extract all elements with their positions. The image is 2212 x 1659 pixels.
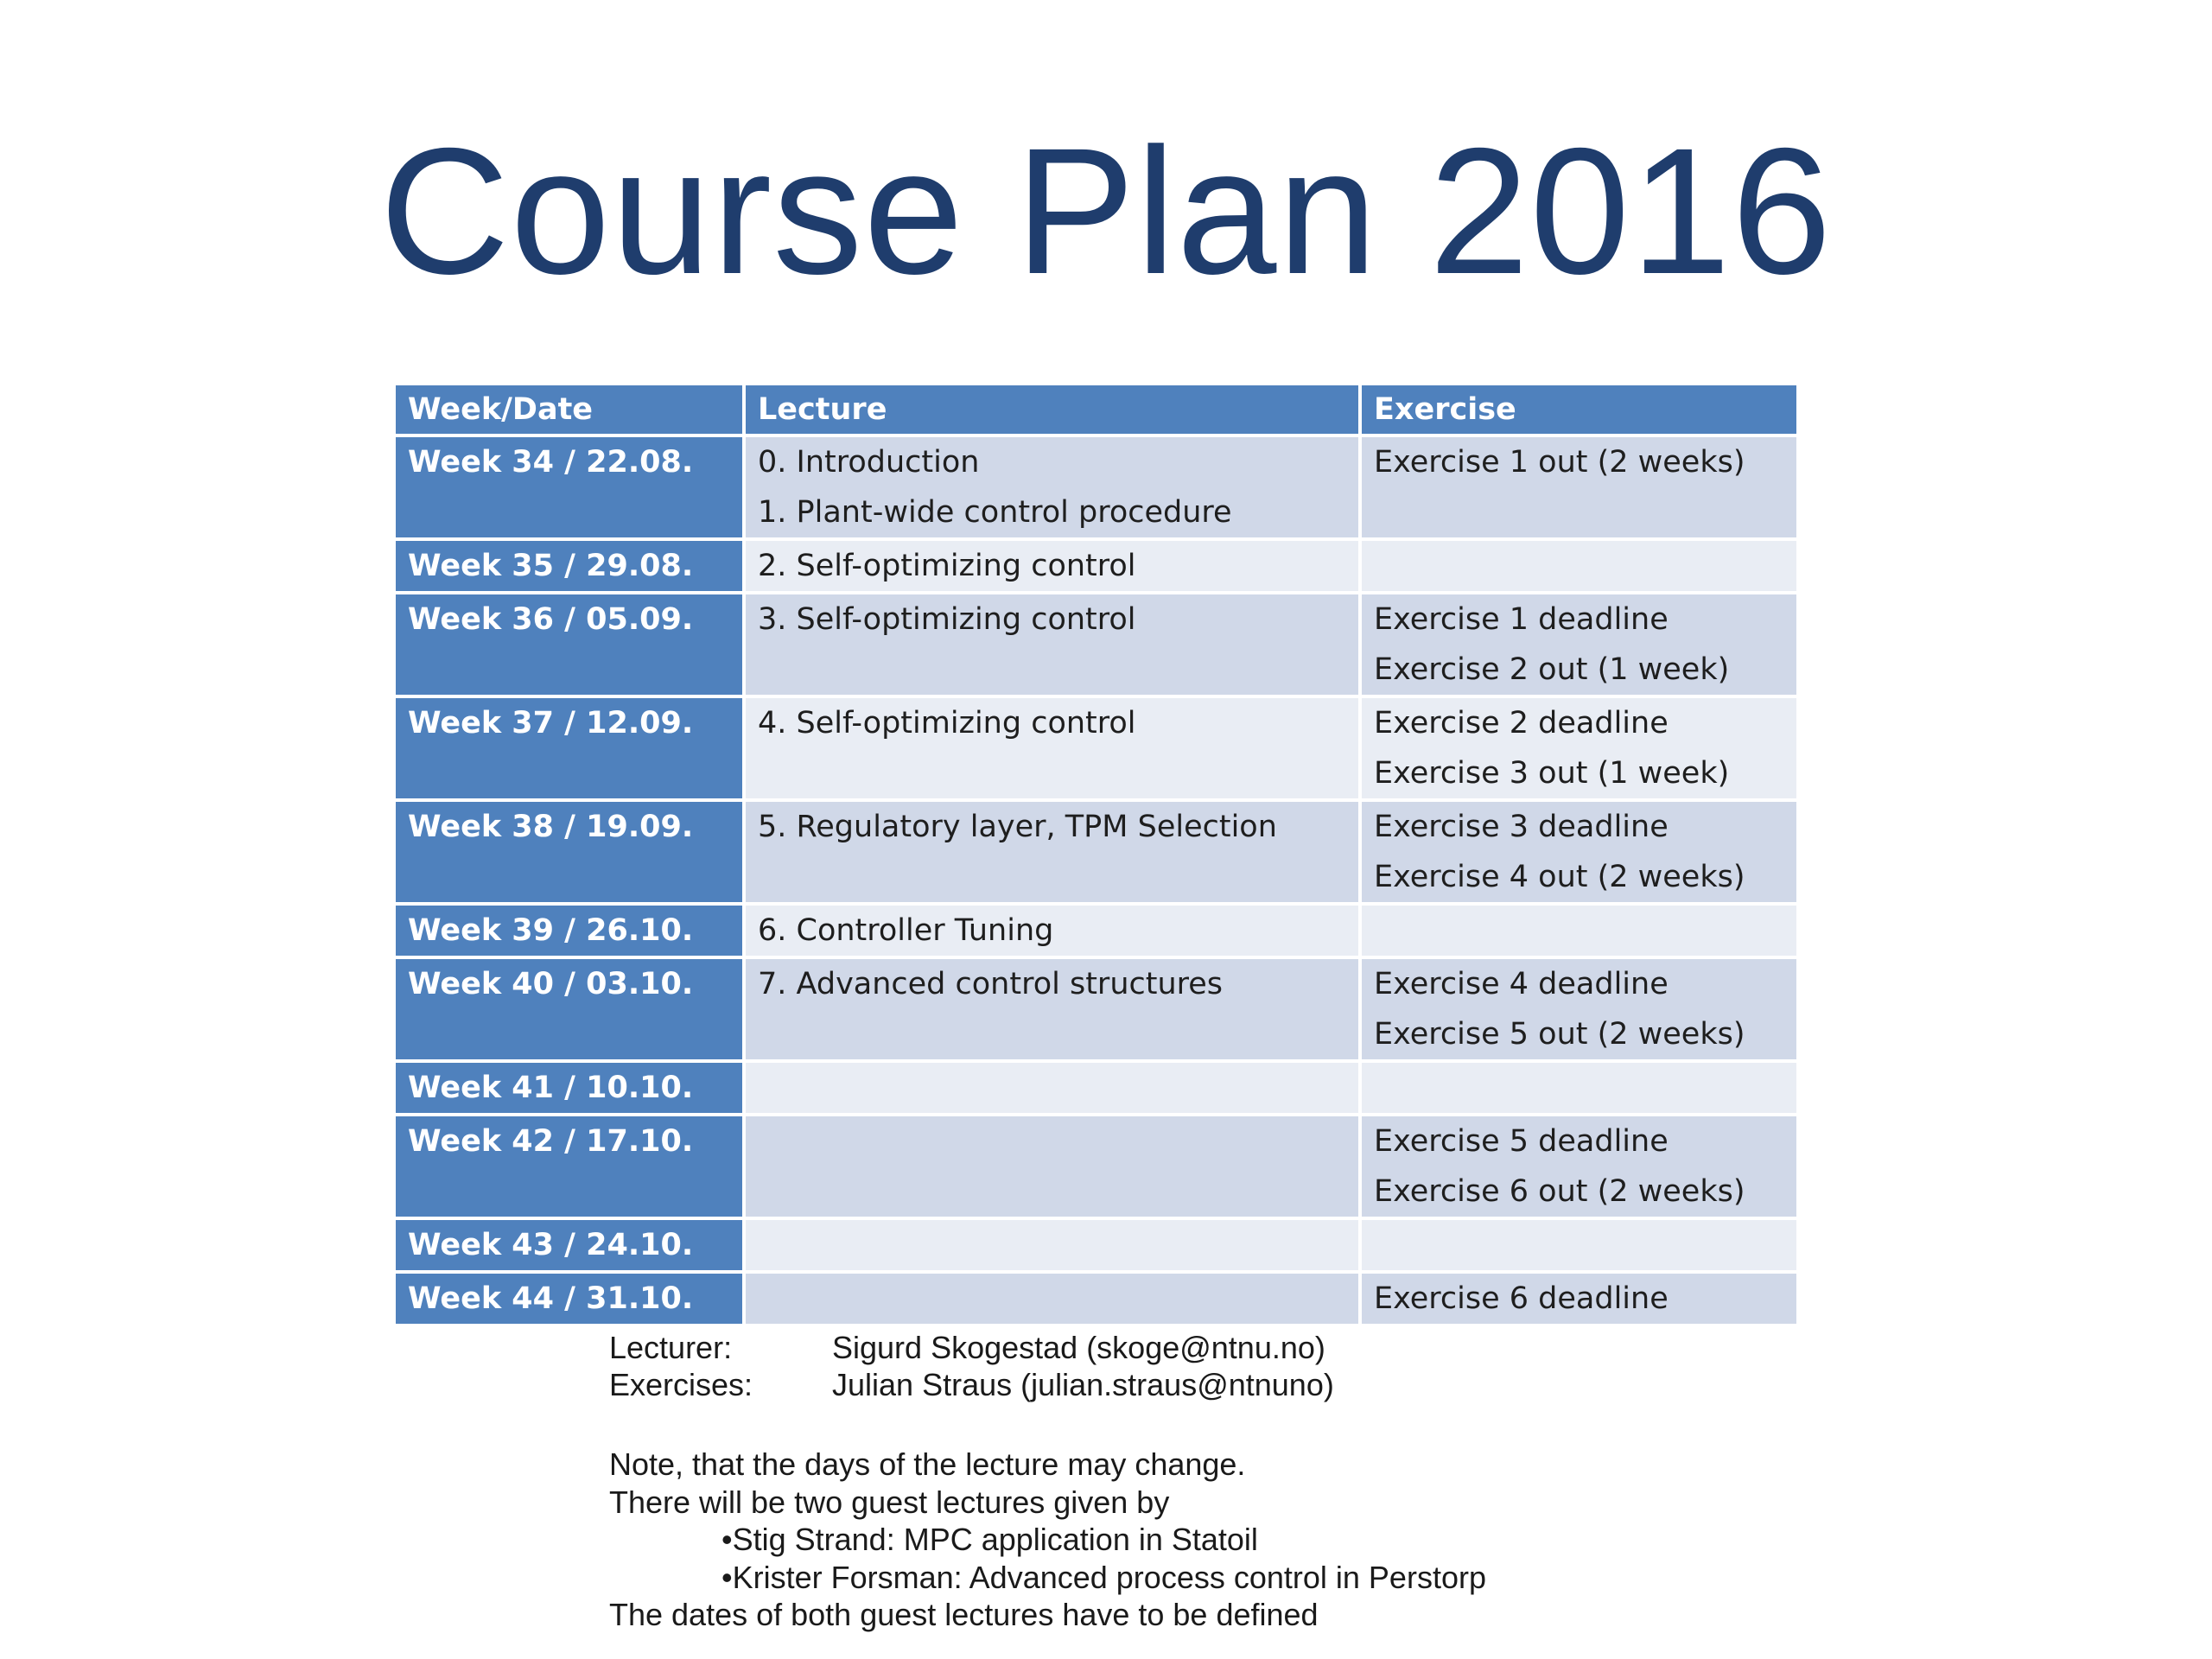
lecture-cell — [744, 800, 1360, 904]
week-cell: Week 34 / 22.08. — [394, 435, 744, 539]
lecture-text: 1. Plant-wide control procedure — [758, 495, 1232, 530]
week-cell: Week 35 / 29.08. — [394, 539, 744, 593]
exercise-text: Exercise 4 out (2 weeks) — [1374, 860, 1745, 894]
lecturer-row — [609, 1329, 1334, 1366]
lecturer-value: Sigurd Skogestad (skoge@ntnu.no) — [832, 1330, 1325, 1365]
header-week-date: Week/Date — [394, 384, 744, 435]
exercise-cell — [1360, 1218, 1798, 1272]
week-cell: Week 40 / 03.10. — [394, 957, 744, 1061]
exercises-value: Julian Straus (julian.straus@ntnuno) — [832, 1367, 1334, 1402]
table-row — [394, 800, 1798, 904]
table-row — [394, 957, 1798, 1061]
table-row — [394, 1061, 1798, 1115]
table-row — [394, 904, 1798, 957]
week-cell: Week 41 / 10.10. — [394, 1061, 744, 1115]
notes — [609, 1446, 1486, 1634]
exercise-text: Exercise 1 deadline — [1374, 602, 1669, 637]
week-cell: Week 38 / 19.09. — [394, 800, 744, 904]
exercise-cell — [1360, 904, 1798, 957]
exercise-cell — [1360, 800, 1798, 904]
table-row — [394, 1218, 1798, 1272]
lecture-cell — [744, 1272, 1360, 1325]
exercise-cell — [1360, 539, 1798, 593]
lecture-text: 3. Self-optimizing control — [758, 602, 1136, 637]
exercise-text: Exercise 2 out (1 week) — [1374, 652, 1730, 687]
exercise-text: Exercise 5 deadline — [1374, 1124, 1669, 1159]
exercise-text: Exercise 6 out (2 weeks) — [1374, 1174, 1745, 1209]
table-row — [394, 435, 1798, 539]
lecture-cell — [744, 1115, 1360, 1218]
exercises-label: Exercises: — [609, 1367, 753, 1402]
lecture-cell — [744, 696, 1360, 800]
guest-lecture-item: •Krister Forsman: Advanced process control in Perstorp — [721, 1559, 1486, 1595]
table-row — [394, 1272, 1798, 1325]
week-cell: Week 43 / 24.10. — [394, 1218, 744, 1272]
exercise-text: Exercise 5 out (2 weeks) — [1374, 1017, 1745, 1052]
week-cell: Week 39 / 26.10. — [394, 904, 744, 957]
exercise-cell — [1360, 696, 1798, 800]
exercise-cell — [1360, 593, 1798, 696]
header-exercise: Exercise — [1360, 384, 1798, 435]
exercise-cell — [1360, 1061, 1798, 1115]
exercise-text: Exercise 3 out (1 week) — [1374, 756, 1730, 791]
lecture-cell — [744, 957, 1360, 1061]
lecturer-label: Lecturer: — [609, 1330, 733, 1365]
week-cell: Week 37 / 12.09. — [394, 696, 744, 800]
lecture-text: 7. Advanced control structures — [758, 967, 1224, 1001]
lecture-cell — [744, 539, 1360, 593]
table-header-row — [394, 384, 1798, 435]
week-cell: Week 44 / 31.10. — [394, 1272, 744, 1325]
note-line: There will be two guest lectures given by — [609, 1484, 1170, 1520]
exercise-text: Exercise 3 deadline — [1374, 810, 1669, 844]
week-cell: Week 36 / 05.09. — [394, 593, 744, 696]
page-title: Course Plan 2016 — [379, 111, 1833, 312]
table-row — [394, 696, 1798, 800]
exercise-cell — [1360, 1115, 1798, 1218]
exercise-cell — [1360, 957, 1798, 1061]
lecture-cell — [744, 1061, 1360, 1115]
lecture-text: 6. Controller Tuning — [758, 913, 1054, 948]
lecture-text: 0. Introduction — [758, 445, 980, 480]
lecture-text: 2. Self-optimizing control — [758, 549, 1136, 583]
note-line: Note, that the days of the lecture may change. — [609, 1446, 1246, 1482]
header-lecture: Lecture — [744, 384, 1360, 435]
lecture-cell — [744, 1218, 1360, 1272]
table-row — [394, 1115, 1798, 1218]
lecture-cell — [744, 435, 1360, 539]
guest-lecture-item: •Stig Strand: MPC application in Statoil — [721, 1522, 1258, 1557]
week-cell: Week 42 / 17.10. — [394, 1115, 744, 1218]
lecture-cell — [744, 904, 1360, 957]
exercise-cell — [1360, 1272, 1798, 1325]
exercises-row — [609, 1366, 1334, 1403]
exercise-text: Exercise 6 deadline — [1374, 1281, 1669, 1316]
exercise-text: Exercise 4 deadline — [1374, 967, 1669, 1001]
lecture-text: 4. Self-optimizing control — [758, 706, 1136, 741]
exercise-text: Exercise 2 deadline — [1374, 706, 1669, 741]
contact-info — [609, 1329, 1334, 1403]
note-line: The dates of both guest lectures have to be defined — [609, 1597, 1319, 1632]
exercise-text: Exercise 1 out (2 weeks) — [1374, 445, 1745, 480]
table-row — [394, 539, 1798, 593]
lecture-text: 5. Regulatory layer, TPM Selection — [758, 810, 1277, 844]
table-row — [394, 593, 1798, 696]
lecture-cell — [744, 593, 1360, 696]
course-plan-table — [392, 382, 1800, 1327]
exercise-cell — [1360, 435, 1798, 539]
